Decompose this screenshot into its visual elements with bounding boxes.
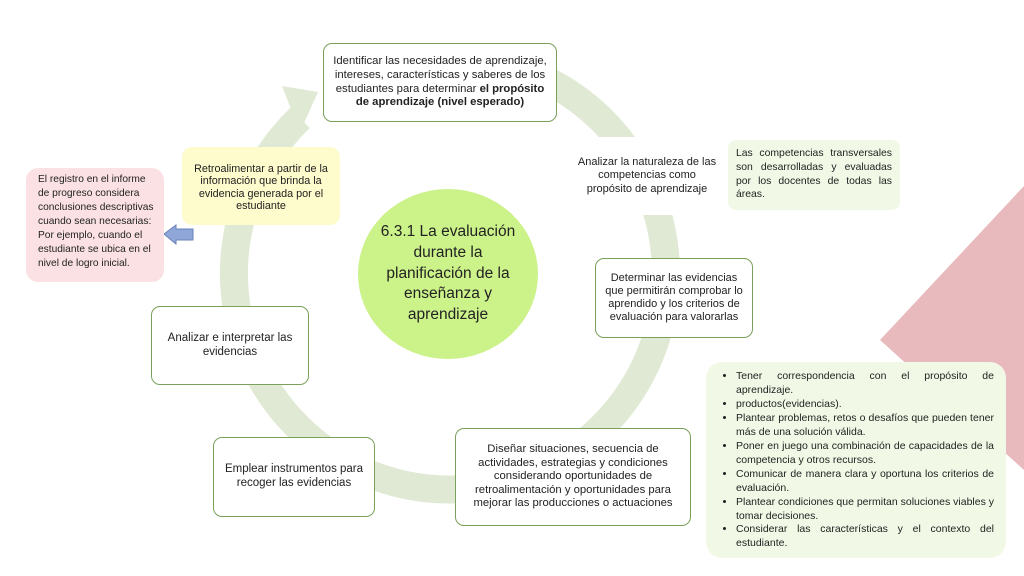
criteria-item: • Poner en juego una combinación de capacidades de la competencia y otros recursos. xyxy=(736,440,994,468)
step-analyze-competencies xyxy=(568,137,726,215)
step4-text-a: Diseñar situaciones, secuencia de xyxy=(487,443,659,456)
step2-text xyxy=(576,156,718,196)
step-determine-evidence xyxy=(595,258,753,338)
criteria-list xyxy=(722,370,994,551)
step-use-instruments xyxy=(213,437,375,517)
step4-text-d: mejorar las producciones o actuaciones xyxy=(473,497,673,510)
step6-text: Analizar e interpretar las evidencias xyxy=(167,331,293,358)
design-criteria-note xyxy=(706,362,1006,558)
step2-text-a: Analizar la naturaleza de las competencias como xyxy=(577,156,717,182)
criteria-item: • Comunicar de manera clara y oportuna los criterios de evaluación. xyxy=(736,468,994,496)
transversal-note-text: Las competencias transversales son desarrolladas y evaluadas por los docentes de todas las áreas. xyxy=(736,148,892,201)
step1-text-a: Identificar las necesidades de aprendizaje, intereses, características y saberes de los estudiantes para determinar xyxy=(333,55,547,95)
progress-report-note xyxy=(26,168,164,282)
step5-text: Emplear instrumentos para recoger las evidencias xyxy=(224,463,364,489)
criteria-item: • productos(evidencias). xyxy=(736,398,994,412)
step3-text-e: valorarlas xyxy=(687,311,739,324)
criteria-item: • Plantear problemas, retos o desafíos que pueden tener más de una solución válida. xyxy=(736,412,994,440)
step4-text-b: actividades, estrategias y condiciones considerando oportunidades de xyxy=(478,456,668,483)
step4-text xyxy=(464,443,682,511)
step4-text-c: retroalimentación y oportunidades para xyxy=(475,483,671,496)
step3-text-a: Determinar las evidencias xyxy=(610,271,738,284)
step-feedback xyxy=(182,147,340,225)
step7-text: Retroalimentar a partir de la información que brinda la evidencia generada por el estudiante xyxy=(194,163,328,213)
center-title xyxy=(358,189,538,359)
left-arrow-icon xyxy=(164,225,193,244)
step-design-situations xyxy=(455,428,691,526)
step-analyze-evidence xyxy=(151,306,309,385)
progress-report-note-text: El registro en el informe de progreso considera conclusiones descriptivas cuando sean necesarias: Por ejemplo, cuando el estudiante se ubica en el nivel de logro inicial. xyxy=(38,174,154,269)
step3-text-d: de evaluación para xyxy=(609,298,740,324)
step3-text-c: lo aprendido y los criterios xyxy=(608,284,743,310)
step-identify-needs xyxy=(323,43,557,122)
criteria-item: • Plantear condiciones que permitan soluciones viables y tomar decisiones. xyxy=(736,496,994,524)
step-identify-needs-text xyxy=(332,55,548,109)
center-title-text: 6.3.1 La evaluación durante la planificación de la enseñanza y aprendizaje xyxy=(380,222,516,324)
transversal-competencies-note xyxy=(728,140,900,210)
step3-text-b: que permitirán comprobar xyxy=(605,284,732,297)
step2-text-b: propósito de aprendizaje xyxy=(586,182,708,195)
criteria-item: • Tener correspondencia con el propósito de aprendizaje. xyxy=(736,370,994,398)
step3-text xyxy=(604,272,744,325)
criteria-item: • Considerar las características y el contexto del estudiante. xyxy=(736,523,994,551)
step1-text-b: el propósito de aprendizaje (nivel esperado) xyxy=(355,82,545,109)
